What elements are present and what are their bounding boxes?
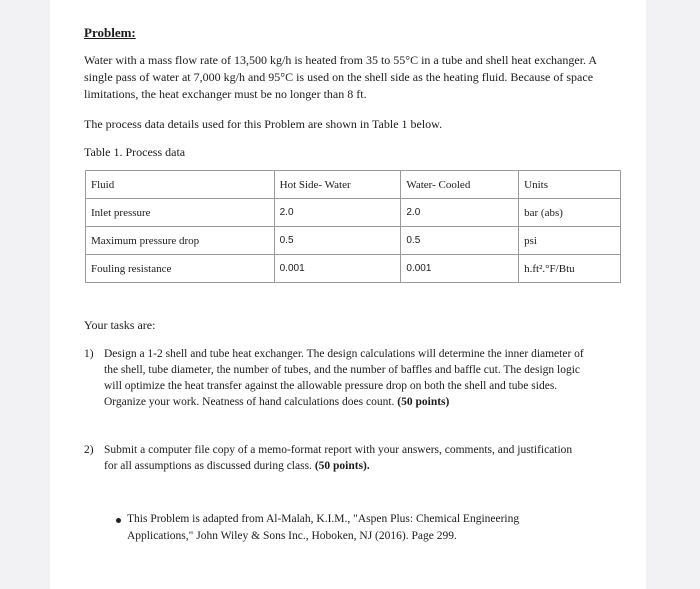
unit-value: psi [519, 227, 621, 255]
process-data-sentence: The process data details used for this Problem are shown in Table 1 below. [84, 117, 443, 131]
table-caption: Table 1. Process data [84, 145, 186, 159]
task-item-1 [84, 346, 604, 430]
problem-statement: Water with a mass flow rate of 13,500 kg/h is heated from 35 to 55°C in a tube and shell heat exchanger. A single pass of water at 7,000 kg/h and 95°C is used on the shell side as the heating fluid. Because of space limitations, the heat exchanger must be no longer than 8 ft. [84, 53, 597, 101]
task-number: 2) [84, 444, 94, 456]
header-fluid: Fluid [86, 171, 275, 199]
document-page [50, 0, 646, 589]
unit-value: h.ft².°F/Btu [519, 255, 621, 283]
problem-heading: Problem: [84, 25, 136, 40]
task-text: Submit a computer file copy of a memo-format report with your answers, comments, and justification for all assumptions as discussed during class. (50 points). [104, 444, 573, 472]
task-number: 1) [84, 348, 94, 360]
task-points: (50 points). [314, 460, 370, 472]
table-row [86, 227, 621, 255]
hot-value: 2.0 [274, 199, 401, 227]
table-header-row [86, 171, 621, 199]
tasks-intro: Your tasks are: [84, 318, 156, 332]
row-label: Maximum pressure drop [86, 227, 275, 255]
header-hot-side: Hot Side- Water [274, 171, 401, 199]
header-units: Units [519, 171, 621, 199]
cooled-value: 0.5 [401, 227, 519, 255]
hot-value: 0.5 [274, 227, 401, 255]
bullet-icon [116, 518, 121, 523]
cooled-value: 0.001 [401, 255, 519, 283]
process-data-table [85, 170, 621, 283]
task-points: (50 points) [397, 396, 450, 408]
table-row [86, 255, 621, 283]
hot-value: 0.001 [274, 255, 401, 283]
task-text: Design a 1-2 shell and tube heat exchanger. The design calculations will determine the inner diameter of the shell, tube diameter, the number of tubes, and the number of baffles and baffle cut. The design logic will optimize the heat transfer against the allowable pressure drop on both the shell and tube sides. Organize your work. Neatness of hand calculations does count. (50 points) [104, 348, 584, 408]
unit-value: bar (abs) [519, 199, 621, 227]
cooled-value: 2.0 [401, 199, 519, 227]
table-row [86, 199, 621, 227]
row-label: Inlet pressure [86, 199, 275, 227]
source-note: This Problem is adapted from Al-Malah, K.I.M., "Aspen Plus: Chemical Engineering Applications," John Wiley & Sons Inc., Hoboken, NJ (2016). Page 299. [127, 513, 520, 542]
row-label: Fouling resistance [86, 255, 275, 283]
header-water-cooled: Water- Cooled [401, 171, 519, 199]
task-item-2 [84, 442, 604, 478]
